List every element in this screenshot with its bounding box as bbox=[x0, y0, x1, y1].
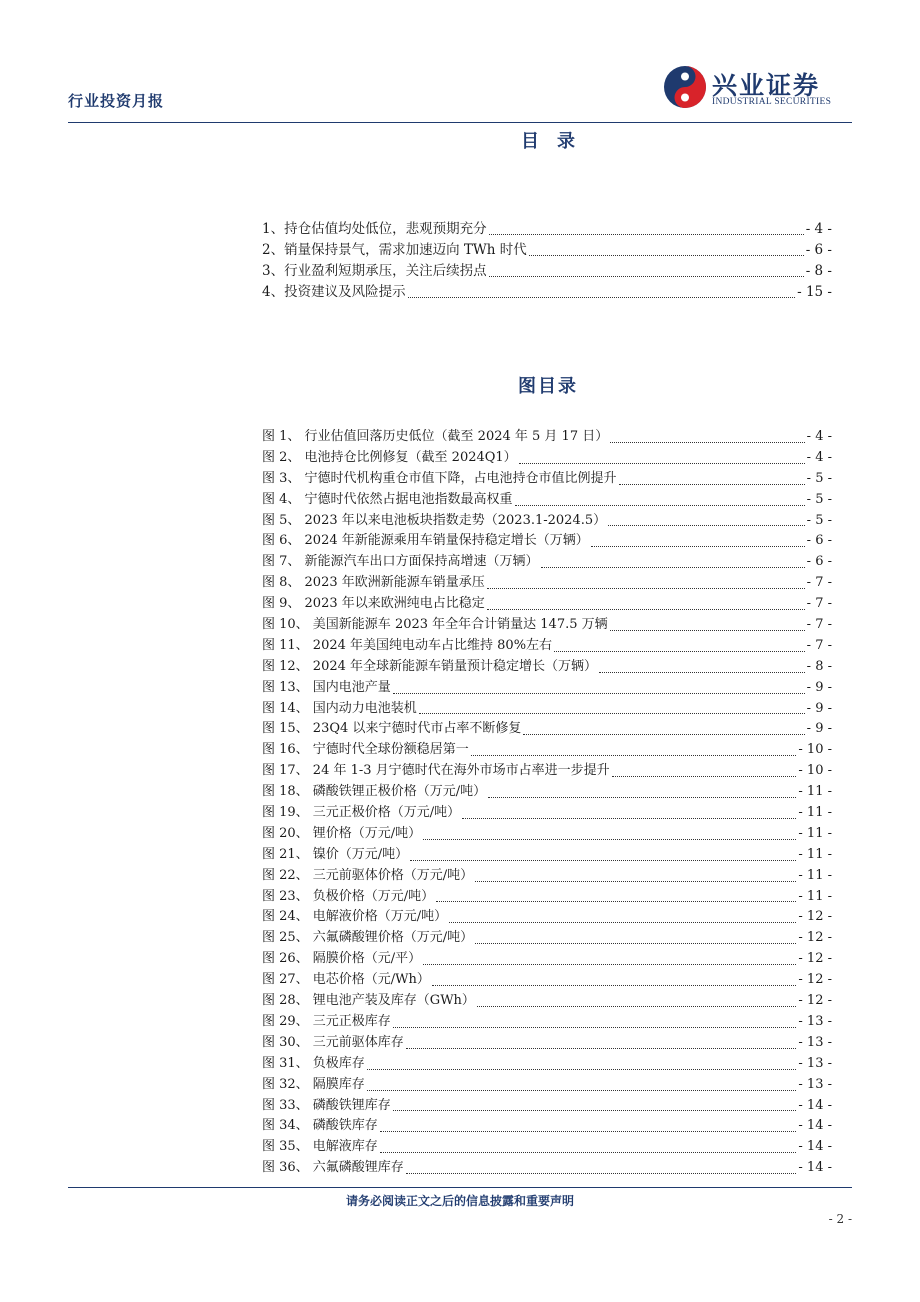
figure-toc-entry-page: - 13 - bbox=[798, 1013, 832, 1029]
dot-leader bbox=[393, 1026, 797, 1028]
figure-toc-list bbox=[262, 427, 832, 1179]
footer-divider bbox=[68, 1187, 852, 1188]
dot-leader bbox=[380, 1151, 797, 1153]
figure-toc-entry-page: - 9 - bbox=[806, 721, 832, 737]
figure-toc-entry-page: - 14 - bbox=[798, 1139, 832, 1155]
figure-toc-entry[interactable] bbox=[262, 448, 832, 469]
figure-toc-entry-label: 图 27、 电芯价格（元/Wh） bbox=[262, 972, 430, 988]
dot-leader bbox=[541, 566, 805, 568]
figure-toc-entry[interactable] bbox=[262, 991, 832, 1012]
figure-toc-entry-page: - 13 - bbox=[798, 1076, 832, 1092]
figure-toc-entry[interactable] bbox=[262, 1137, 832, 1158]
figure-toc-entry-page: - 4 - bbox=[806, 449, 832, 465]
dot-leader bbox=[519, 462, 805, 464]
dot-leader bbox=[436, 900, 796, 902]
dot-leader bbox=[475, 880, 796, 882]
figure-toc-entry-label: 图 22、 三元前驱体价格（万元/吨） bbox=[262, 867, 474, 883]
figure-toc-entry[interactable] bbox=[262, 824, 832, 845]
dot-leader bbox=[393, 1109, 797, 1111]
figure-toc-entry-page: - 6 - bbox=[806, 533, 832, 549]
figure-toc-entry-label: 图 6、 2024 年新能源乘用车销量保持稳定增长（万辆） bbox=[262, 533, 589, 549]
figure-toc-entry[interactable] bbox=[262, 949, 832, 970]
figure-toc-entry[interactable] bbox=[262, 531, 832, 552]
dot-leader bbox=[489, 233, 804, 235]
toc-entry-page: - 8 - bbox=[805, 262, 832, 279]
figure-toc-entry-label: 图 21、 镍价（万元/吨） bbox=[262, 846, 409, 862]
dot-leader bbox=[610, 441, 804, 443]
figure-toc-title: 图目录 bbox=[518, 376, 578, 397]
figure-toc-entry-page: - 7 - bbox=[806, 575, 832, 591]
figure-toc-entry-page: - 13 - bbox=[798, 1034, 832, 1050]
dot-leader bbox=[432, 984, 796, 986]
figure-toc-entry[interactable] bbox=[262, 1012, 832, 1033]
figure-toc-entry[interactable] bbox=[262, 490, 832, 511]
figure-toc-entry-page: - 11 - bbox=[798, 805, 832, 821]
figure-toc-entry[interactable] bbox=[262, 1116, 832, 1137]
figure-toc-entry-page: - 9 - bbox=[806, 700, 832, 716]
dot-leader bbox=[462, 817, 796, 819]
figure-toc-entry-page: - 10 - bbox=[798, 742, 832, 758]
toc-entry[interactable] bbox=[262, 282, 832, 303]
figure-toc-entry-label: 图 33、 磷酸铁锂库存 bbox=[262, 1097, 391, 1113]
figure-toc-entry-page: - 11 - bbox=[798, 846, 832, 862]
dot-leader bbox=[619, 483, 805, 485]
figure-toc-entry[interactable] bbox=[262, 511, 832, 532]
figure-toc-entry-label: 图 32、 隔膜库存 bbox=[262, 1076, 365, 1092]
figure-toc-entry[interactable] bbox=[262, 845, 832, 866]
dot-leader bbox=[367, 1068, 797, 1070]
figure-toc-entry[interactable] bbox=[262, 1075, 832, 1096]
dot-leader bbox=[410, 859, 796, 861]
figure-toc-entry-page: - 7 - bbox=[806, 596, 832, 612]
toc-entry-label: 4、投资建议及风险提示 bbox=[262, 283, 406, 300]
figure-toc-entry-label: 图 9、 2023 年以来欧洲纯电占比稳定 bbox=[262, 596, 485, 612]
figure-toc-entry-label: 图 2、 电池持仓比例修复（截至 2024Q1） bbox=[262, 449, 517, 465]
dot-leader bbox=[406, 1172, 797, 1174]
figure-toc-entry[interactable] bbox=[262, 866, 832, 887]
dot-leader bbox=[408, 296, 796, 298]
dot-leader bbox=[488, 796, 796, 798]
dot-leader bbox=[471, 754, 797, 756]
figure-toc-entry-page: - 11 - bbox=[798, 888, 832, 904]
dot-leader bbox=[612, 775, 797, 777]
brand-name-en: INDUSTRIAL SECURITIES bbox=[712, 97, 832, 107]
figure-toc-entry[interactable] bbox=[262, 427, 832, 448]
figure-toc-entry[interactable] bbox=[262, 887, 832, 908]
figure-toc-entry-page: - 11 - bbox=[798, 825, 832, 841]
figure-toc-entry[interactable] bbox=[262, 782, 832, 803]
toc-list bbox=[262, 219, 832, 303]
dot-leader bbox=[487, 608, 805, 610]
figure-toc-entry-page: - 7 - bbox=[806, 637, 832, 653]
figure-toc-entry[interactable] bbox=[262, 615, 832, 636]
figure-toc-entry-page: - 12 - bbox=[798, 930, 832, 946]
figure-toc-entry[interactable] bbox=[262, 719, 832, 740]
figure-toc-entry-label: 图 18、 磷酸铁锂正极价格（万元/吨） bbox=[262, 784, 487, 800]
figure-toc-entry[interactable] bbox=[262, 928, 832, 949]
toc-title: 目录 bbox=[521, 131, 593, 152]
figure-toc-entry-label: 图 36、 六氟磷酸锂库存 bbox=[262, 1160, 404, 1176]
figure-toc-entry-label: 图 13、 国内电池产量 bbox=[262, 679, 391, 695]
dot-leader bbox=[475, 942, 796, 944]
figure-toc-entry-page: - 14 - bbox=[798, 1097, 832, 1113]
figure-toc-entry[interactable] bbox=[262, 636, 832, 657]
brand-name-cn: 兴业证券 bbox=[712, 71, 821, 100]
figure-toc-entry-page: - 5 - bbox=[806, 512, 832, 528]
header-divider bbox=[68, 122, 852, 123]
figure-toc-entry-page: - 11 - bbox=[798, 784, 832, 800]
figure-toc-entry[interactable] bbox=[262, 740, 832, 761]
figure-toc-entry-page: - 14 - bbox=[798, 1118, 832, 1134]
figure-toc-entry[interactable] bbox=[262, 699, 832, 720]
page-number: - 2 - bbox=[828, 1212, 852, 1226]
figure-toc-entry-label: 图 31、 负极库存 bbox=[262, 1055, 365, 1071]
dot-leader bbox=[515, 504, 805, 506]
figure-toc-entry-label: 图 12、 2024 年全球新能源车销量预计稳定增长（万辆） bbox=[262, 658, 598, 674]
figure-toc-entry-page: - 10 - bbox=[798, 763, 832, 779]
figure-toc-entry-page: - 13 - bbox=[798, 1055, 832, 1071]
toc-entry-label: 2、销量保持景气，需求加速迈向 TWh 时代 bbox=[262, 241, 527, 258]
dot-leader bbox=[380, 1130, 797, 1132]
figure-toc-entry-label: 图 16、 宁德时代全球份额稳居第一 bbox=[262, 742, 469, 758]
figure-toc-entry-label: 图 4、 宁德时代依然占据电池指数最高权重 bbox=[262, 491, 513, 507]
figure-toc-entry-label: 图 25、 六氟磷酸锂价格（万元/吨） bbox=[262, 930, 474, 946]
figure-toc-entry[interactable] bbox=[262, 803, 832, 824]
dot-leader bbox=[393, 692, 805, 694]
dot-leader bbox=[406, 1047, 797, 1049]
figure-toc-entry[interactable] bbox=[262, 594, 832, 615]
figure-toc-entry[interactable] bbox=[262, 469, 832, 490]
dot-leader bbox=[610, 629, 805, 631]
dot-leader bbox=[487, 587, 805, 589]
figure-toc-entry[interactable] bbox=[262, 573, 832, 594]
figure-toc-entry-label: 图 28、 锂电池产装及库存（GWh） bbox=[262, 993, 475, 1009]
figure-toc-entry-page: - 8 - bbox=[806, 658, 832, 674]
toc-entry-label: 1、持仓估值均处低位，悲观预期充分 bbox=[262, 221, 487, 237]
figure-toc-entry-page: - 14 - bbox=[798, 1160, 832, 1176]
figure-toc-entry[interactable] bbox=[262, 1158, 832, 1179]
dot-leader bbox=[423, 838, 796, 840]
toc-entry[interactable] bbox=[262, 240, 832, 261]
dot-leader bbox=[423, 963, 796, 965]
figure-toc-entry-page: - 12 - bbox=[798, 993, 832, 1009]
dot-leader bbox=[367, 1089, 797, 1091]
figure-toc-entry-page: - 7 - bbox=[806, 617, 832, 633]
brand-logo bbox=[662, 64, 852, 114]
figure-toc-entry-label: 图 3、 宁德时代机构重仓市值下降，占电池持仓市值比例提升 bbox=[262, 470, 617, 486]
brand-logo-icon bbox=[662, 64, 708, 110]
figure-toc-entry-label: 图 29、 三元正极库存 bbox=[262, 1013, 391, 1029]
toc-entry-label: 3、行业盈利短期承压，关注后续拐点 bbox=[262, 262, 487, 279]
toc-entry[interactable] bbox=[262, 261, 832, 282]
dot-leader bbox=[477, 1005, 796, 1007]
figure-toc-entry-label: 图 26、 隔膜价格（元/平） bbox=[262, 951, 422, 967]
dot-leader bbox=[523, 733, 804, 735]
figure-toc-entry-label: 图 1、 行业估值回落历史低位（截至 2024 年 5 月 17 日） bbox=[262, 429, 609, 444]
figure-toc-entry-page: - 5 - bbox=[806, 470, 832, 486]
figure-toc-entry-label: 图 10、 美国新能源车 2023 年全年合计销量达 147.5 万辆 bbox=[262, 617, 608, 633]
figure-toc-entry-page: - 9 - bbox=[806, 679, 832, 695]
figure-toc-entry-label: 图 19、 三元正极价格（万元/吨） bbox=[262, 805, 461, 821]
figure-toc-entry[interactable] bbox=[262, 1054, 832, 1075]
dot-leader bbox=[591, 545, 805, 547]
figure-toc-entry[interactable] bbox=[262, 552, 832, 573]
report-type-label: 行业投资月报 bbox=[68, 92, 165, 110]
dot-leader bbox=[608, 524, 805, 526]
dot-leader bbox=[599, 671, 805, 673]
dot-leader bbox=[554, 650, 805, 652]
dot-leader bbox=[529, 254, 804, 256]
figure-toc-entry-page: - 5 - bbox=[806, 491, 832, 507]
dot-leader bbox=[489, 275, 804, 277]
toc-entry-page: - 4 - bbox=[805, 221, 832, 237]
toc-entry-page: - 15 - bbox=[797, 283, 832, 300]
figure-toc-entry-label: 图 20、 锂价格（万元/吨） bbox=[262, 825, 422, 841]
figure-toc-entry-label: 图 5、 2023 年以来电池板块指数走势（2023.1-2024.5） bbox=[262, 512, 607, 528]
toc-entry[interactable] bbox=[262, 219, 832, 240]
figure-toc-entry-label: 图 8、 2023 年欧洲新能源车销量承压 bbox=[262, 575, 485, 591]
figure-toc-entry[interactable] bbox=[262, 657, 832, 678]
figure-toc-entry-page: - 12 - bbox=[798, 951, 832, 967]
figure-toc-entry-label: 图 11、 2024 年美国纯电动车占比维持 80%左右 bbox=[262, 637, 553, 653]
figure-toc-entry-label: 图 7、 新能源汽车出口方面保持高增速（万辆） bbox=[262, 554, 539, 570]
figure-toc-entry[interactable] bbox=[262, 761, 832, 782]
figure-toc-entry-label: 图 14、 国内动力电池装机 bbox=[262, 700, 417, 716]
figure-toc-entry-page: - 11 - bbox=[798, 867, 832, 883]
dot-leader bbox=[419, 712, 805, 714]
figure-toc-entry-label: 图 17、 24 年 1-3 月宁德时代在海外市场市占率进一步提升 bbox=[262, 763, 610, 779]
figure-toc-entry-label: 图 35、 电解液库存 bbox=[262, 1139, 378, 1155]
figure-toc-entry-label: 图 30、 三元前驱体库存 bbox=[262, 1034, 404, 1050]
figure-toc-entry-label: 图 34、 磷酸铁库存 bbox=[262, 1118, 378, 1134]
figure-toc-entry[interactable] bbox=[262, 1096, 832, 1117]
dot-leader bbox=[449, 921, 796, 923]
figure-toc-entry-page: - 12 - bbox=[798, 972, 832, 988]
figure-toc-entry-label: 图 15、 23Q4 以来宁德时代市占率不断修复 bbox=[262, 721, 522, 737]
figure-toc-entry-label: 图 24、 电解液价格（万元/吨） bbox=[262, 909, 448, 925]
figure-toc-entry[interactable] bbox=[262, 970, 832, 991]
figure-toc-entry[interactable] bbox=[262, 1033, 832, 1054]
footer-disclaimer: 请务必阅读正文之后的信息披露和重要声明 bbox=[345, 1194, 574, 1208]
toc-entry-page: - 6 - bbox=[805, 241, 832, 258]
figure-toc-entry[interactable] bbox=[262, 907, 832, 928]
figure-toc-entry-page: - 6 - bbox=[806, 554, 832, 570]
figure-toc-entry-page: - 12 - bbox=[798, 909, 832, 925]
figure-toc-entry-label: 图 23、 负极价格（万元/吨） bbox=[262, 888, 435, 904]
figure-toc-entry[interactable] bbox=[262, 678, 832, 699]
figure-toc-entry-page: - 4 - bbox=[806, 429, 832, 444]
